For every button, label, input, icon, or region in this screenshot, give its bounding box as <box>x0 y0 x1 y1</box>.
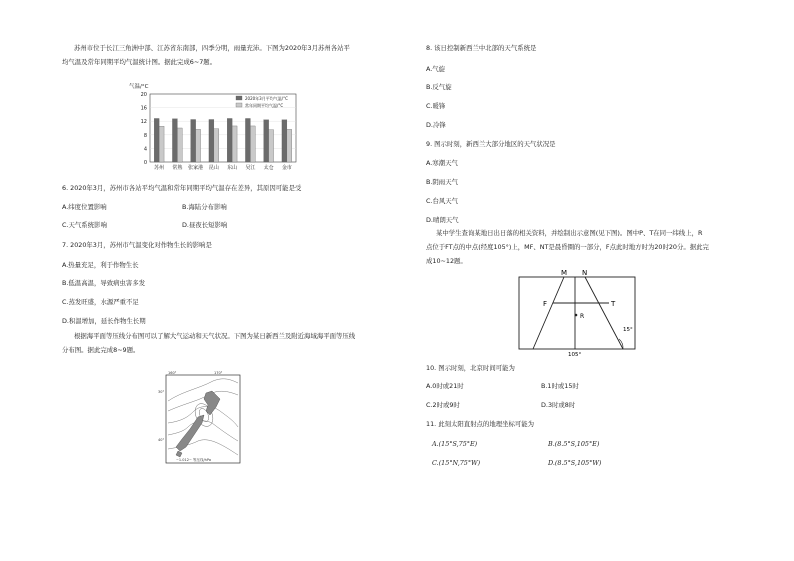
y-tick-label: 16 <box>140 105 147 112</box>
bar-normal <box>159 126 164 162</box>
label-angle: 15° <box>623 327 633 333</box>
legend-label: 常年同期平均气温/°C <box>245 103 284 108</box>
x-tick-label: 苏州 <box>154 165 165 171</box>
intro2-line-3: 成10~12题。 <box>426 257 467 265</box>
y-tick-label: 20 <box>140 92 147 98</box>
isobar-map <box>158 371 242 469</box>
bar-current <box>264 120 269 162</box>
x-tick-label: 吴江 <box>245 165 256 171</box>
bar-normal <box>214 129 219 162</box>
y-tick-label: 4 <box>143 146 147 153</box>
q9-option-c: C.台风天气 <box>426 197 459 205</box>
x-tick-label: 太仓 <box>263 165 274 171</box>
x-tick-label: 常熟 <box>172 165 183 171</box>
legend-swatch <box>236 103 242 107</box>
q11-option-a: A.(15°S,75°E) <box>432 440 478 448</box>
q8-option-a: A.气旋 <box>426 65 446 73</box>
y-tick-label: 8 <box>143 132 147 139</box>
y-tick-label: 0 <box>143 160 147 166</box>
question-9: 9. 图示时刻，新西兰大部分地区的天气状况是 <box>426 140 556 148</box>
q8-option-b: B.反气旋 <box>426 83 452 91</box>
map-legend: ~1.012~ 等压线/hPa <box>176 458 211 462</box>
temperature-bar-chart <box>128 80 328 172</box>
map-lat-2: 40° <box>158 438 165 442</box>
x-tick-label: 东山 <box>227 165 238 171</box>
bar-current <box>227 118 232 162</box>
label-t: T <box>611 300 616 308</box>
map-lon-2: 170° <box>214 371 223 375</box>
label-f: F <box>543 300 548 308</box>
bar-current <box>191 120 196 163</box>
y-tick-label: 12 <box>140 119 147 126</box>
x-tick-label: 张家港 <box>188 165 204 171</box>
intro-line-2: 均气温及常年同期平均气温统计图。据此完成6~7题。 <box>62 58 217 66</box>
bar-current <box>282 120 287 162</box>
question-8: 8. 该日控制新西兰中北部的天气系统是 <box>426 44 537 52</box>
x-tick-label: 昆山 <box>208 165 219 171</box>
q10-option-b: B.1时或15时 <box>541 382 579 390</box>
label-m: M <box>561 269 568 277</box>
map-intro-line-1: 根据海平面等压线分布图可以了解大气运动和天气状况。下图为某日新西兰及附近海域海平面等压线 <box>74 332 356 340</box>
q6-option-b: B.海陆分布影响 <box>182 203 227 211</box>
bar-normal <box>196 129 201 162</box>
question-11: 11. 此刻太阳直射点的地理坐标可能为 <box>426 420 535 428</box>
q11-option-c: C.(15°N,75°W) <box>432 459 481 467</box>
q7-option-c: C.蒸发旺盛，水源严重不足 <box>62 298 139 306</box>
bar-current <box>154 118 159 162</box>
q9-option-d: D.晴朗天气 <box>426 216 459 224</box>
bar-normal <box>269 130 274 162</box>
q6-option-d: D.昼夜长短影响 <box>182 221 228 229</box>
bar-current <box>209 120 214 163</box>
q8-option-d: D.冷锋 <box>426 121 446 129</box>
intro2-line-1: 某中学生查询某地日出日落的相关资料，并绘制出示意图(见下图)。图中P、T在同一纬线上，R <box>436 229 703 237</box>
question-6: 6. 2020年3月，苏州市各站平均气温和常年同期平均气温存在差异，其原因可能是受 <box>62 184 302 192</box>
label-bottom: 105° <box>568 352 582 358</box>
q6-option-c: C.天气系统影响 <box>62 221 107 229</box>
label-n: N <box>582 269 588 277</box>
q9-option-b: B.阴雨天气 <box>426 178 458 186</box>
bar-normal <box>177 128 182 162</box>
q8-option-c: C.暖锋 <box>426 102 446 110</box>
x-tick-label: 金市 <box>281 165 292 171</box>
terminator-diagram <box>515 268 639 358</box>
map-lon-1: 160° <box>168 371 177 375</box>
q11-option-d: D.(8.5°S,105°W) <box>548 459 602 467</box>
intro-line-1: 苏州市位于长江三角洲中部、江苏省东南部，四季分明，雨量充沛。下图为2020年3月苏州各站平 <box>74 44 350 52</box>
q10-option-a: A.0时或21时 <box>426 382 464 390</box>
bar-normal <box>287 129 292 162</box>
map-lat-1: 30° <box>158 390 165 394</box>
chart-ylabel: 气温/°C <box>129 84 149 90</box>
bar-normal <box>232 126 237 162</box>
q6-option-a: A.纬度位置影响 <box>62 203 107 211</box>
question-7: 7. 2020年3月，苏州市气温变化对作物生长的影响是 <box>62 241 212 249</box>
q9-option-a: A.寒潮天气 <box>426 159 458 167</box>
map-intro-line-2: 分布图。据此完成8~9题。 <box>62 346 140 354</box>
q10-option-c: C.2时或9时 <box>426 401 460 409</box>
bar-normal <box>250 126 255 162</box>
q7-option-a: A.热量充足，利于作物生长 <box>62 261 139 269</box>
q10-option-d: D.3时或8时 <box>541 401 576 409</box>
legend-swatch <box>236 96 242 100</box>
q11-option-b: B.(8.5°S,105°E) <box>548 440 600 448</box>
intro2-line-2: 点位于FT点的中点(经度105°)上，MF、NT是晨昏圈的一部分，F点此时地方时为20时20分。据此完 <box>426 243 709 251</box>
bar-current <box>245 118 250 162</box>
legend-label: 2020年3月平均气温/°C <box>245 96 288 101</box>
label-r: R <box>580 313 585 320</box>
q7-option-d: D.积温增加，延长作物生长期 <box>62 317 146 325</box>
q7-option-b: B.低温高温，导致病虫害多发 <box>62 279 146 287</box>
bar-current <box>172 119 177 162</box>
question-10: 10. 图示时刻，北京时间可能为 <box>426 364 515 372</box>
